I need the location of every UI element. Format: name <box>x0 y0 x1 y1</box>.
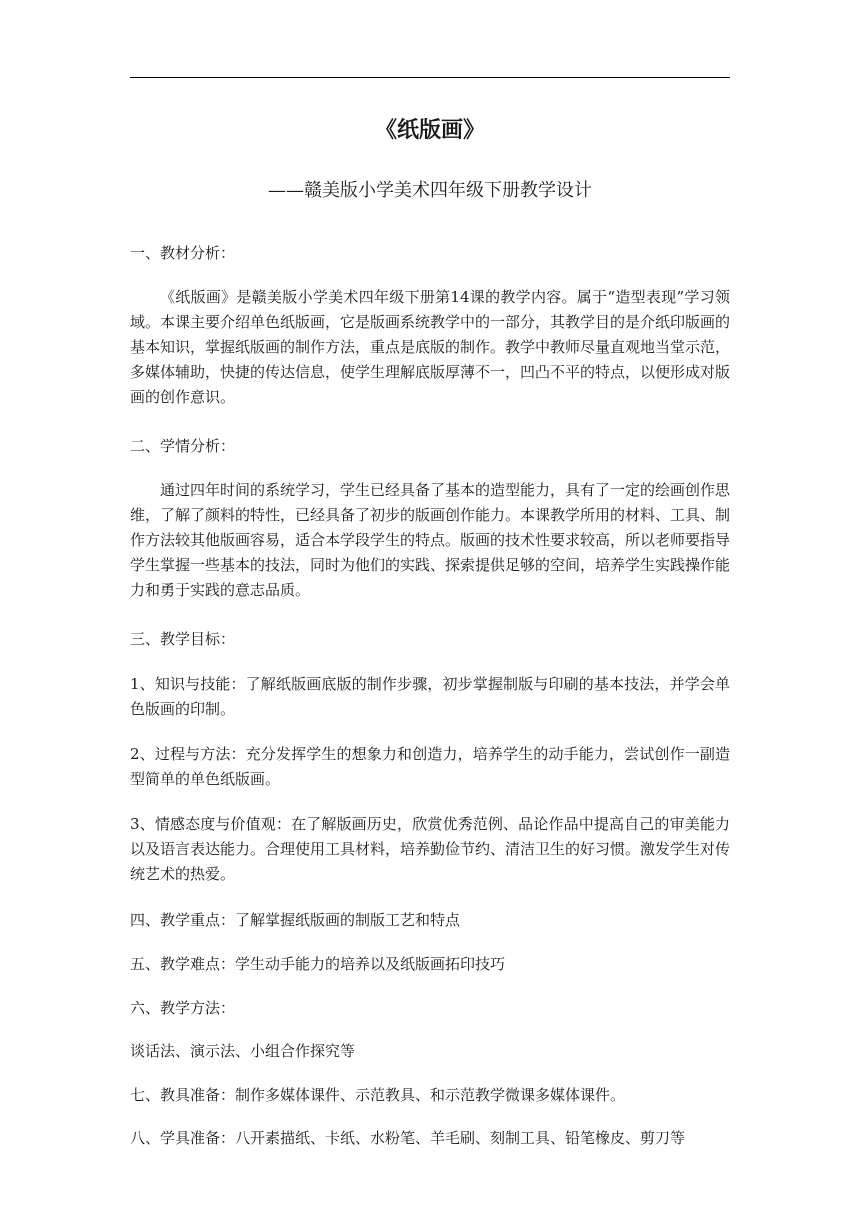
section-teaching-aids: 七、教具准备：制作多媒体课件、示范教具、和示范教学微课多媒体课件。 <box>130 1086 626 1104</box>
section-difficulties: 五、教学难点：学生动手能力的培养以及纸版画拓印技巧 <box>130 955 506 973</box>
section-body-methods: 谈话法、演示法、小组合作探究等 <box>130 1042 356 1060</box>
objective-item: 2、过程与方法：充分发挥学生的想象力和创造力，培养学生的动手能力，尝试创作一副造型简单的单色纸版画。 <box>130 745 730 788</box>
document-subtitle: ——赣美版小学美术四年级下册教学设计 <box>268 180 592 201</box>
objective-item: 1、知识与技能：了解纸版画底版的制作步骤，初步掌握制版与印刷的基本技法，并学会单色版画的印制。 <box>130 675 730 718</box>
section-heading-methods: 六、教学方法： <box>130 999 236 1017</box>
section-learning-aids: 八、学具准备：八开素描纸、卡纸、水粉笔、羊毛刷、刻制工具、铅笔橡皮、剪刀等 <box>130 1129 686 1147</box>
document-title: 《纸版画》 <box>374 117 485 143</box>
document-body <box>130 112 730 1151</box>
header-rule <box>130 77 730 78</box>
section-key-points: 四、教学重点：了解掌握纸版画的制版工艺和特点 <box>130 911 461 929</box>
section-heading-textbook-analysis: 一、教材分析： <box>130 244 236 262</box>
objective-item: 3、情感态度与价值观：在了解版画历史，欣赏优秀范例、品论作品中提高自己的审美能力以及语言表达能力。合理使用工具材料，培养勤俭节约、清洁卫生的好习惯。激发学生对传统艺术的热爱。 <box>130 815 731 883</box>
section-heading-objectives: 三、教学目标： <box>130 630 236 648</box>
section-body-student-analysis: 通过四年时间的系统学习，学生已经具备了基本的造型能力，具有了一定的绘画创作思维，了解了颜料的特性，已经具备了初步的版画创作能力。本课教学所用的材料、工具、制作方法较其他版画容易，适合本学段学生的特点。版画的技术性要求较高，所以老师要指导学生掌握一些基本的技法，同时为他们的实践、探索提供足够的空间，培养学生实践操作能力和勇于实践的意志品质。 <box>130 481 731 599</box>
section-body-textbook-analysis: 《纸版画》是赣美版小学美术四年级下册第14课的教学内容。属于“造型表现”学习领域。本课主要介绍单色纸版画，它是版画系统教学中的一部分，其教学目的是介纸印版画的基本知识，掌握纸版画的制作方法，重点是底版的制作。教学中教师尽量直观地当堂示范，多媒体辅助，快捷的传达信息，使学生理解底版厚薄不一，凹凸不平的特点，以便形成对版画的创作意识。 <box>130 288 731 406</box>
section-heading-student-analysis: 二、学情分析： <box>130 437 236 455</box>
